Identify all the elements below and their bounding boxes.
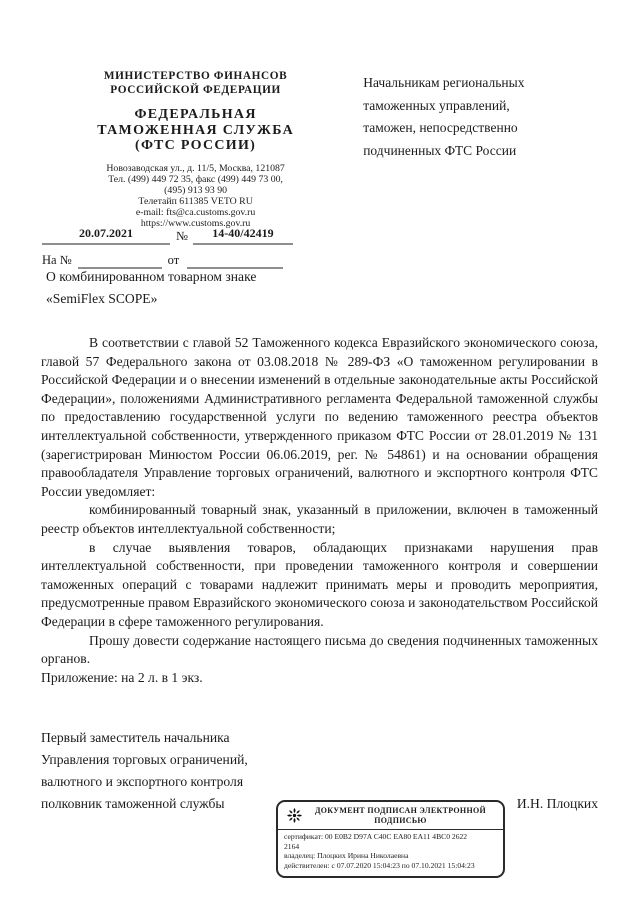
esignature-stamp xyxy=(276,800,505,878)
from-label: от xyxy=(167,253,180,267)
requisites-block xyxy=(42,226,298,269)
body-paragraph: в случае выявления товаров, обладающих признаками нарушения прав интеллектуальной собственности, при проведении таможенного контроля и совершении таможенных операций с товарами надлежит принимать меры и проводить мероприятия, предусмотренные правом Евразийского экономического союза и законодательством Российской Федерации в сфере таможенного регулирования. xyxy=(41,539,598,629)
stamp-validity: действителен: с 07.07.2020 15:04:23 по 07.10.2021 15:04:23 xyxy=(284,860,475,870)
signer-position-line: Управления торговых ограничений, xyxy=(41,752,248,767)
agency-address xyxy=(40,163,351,229)
stamp-divider xyxy=(278,829,503,830)
addressee-line: таможен, непосредственно xyxy=(363,120,518,136)
signer-name: И.Н. Плоцких xyxy=(516,796,598,811)
ministry-name: МИНИСТЕРСТВО ФИНАНСОВ xyxy=(103,70,288,82)
addressee-line: Начальникам региональных xyxy=(363,75,525,90)
stamp-header xyxy=(284,805,496,826)
stamp-certificate: сертификат: 00 E0B2 D97A C40C EA80 EA11 4BC0 2622 2164 xyxy=(284,832,468,851)
stamp-owner: владелец: Плоцких Ирина Николаевна xyxy=(284,851,409,861)
address-street: Новозаводская ул., д. 11/5, Москва, 121087 xyxy=(106,162,285,174)
body-paragraph: комбинированный товарный знак, указанный в приложении, включен в таможенный реестр объектов интеллектуальной собственности; xyxy=(41,502,598,536)
address-email: e-mail: fts@ca.customs.gov.ru xyxy=(135,206,256,218)
stamp-title: ДОКУМЕНТ ПОДПИСАН ЭЛЕКТРОННОЙ ПОДПИСЬЮ xyxy=(314,806,487,825)
addressee-line: подчиненных ФТС России xyxy=(363,142,517,158)
address-teletype: Телетайп 611385 VETO RU xyxy=(138,195,253,207)
date-number-row xyxy=(42,226,298,245)
letter-number: 14-40/42419 xyxy=(193,226,293,245)
body-paragraph: В соответствии с главой 52 Таможенного кодекса Евразийского экономического союза, главой 57 Федерального закона от 03.08.2018 № 289-ФЗ «О таможенном регулировании в Российской Федерации и о внесении изменений в отдельные законодательные акты Российской Федерации», положениями Административного регламента Федеральной таможенной службы по предоставлению государственной услуги по ведению таможенного реестра объектов интеллектуальной собственности, утвержденного приказом ФТС России от 28.01.2019 № 131 (зарегистрирован Минюстом России 06.06.2019, рег. № 54861) и на основании обращения правообладателя Управление торговых ограничений, валютного и экспортного контроля ФТС России уведомляет: xyxy=(41,335,598,499)
address-phone: Тел. (499) 449 72 35, факс (499) 449 73 00, xyxy=(108,173,284,185)
addressee-block xyxy=(351,70,602,229)
address-website: https://www.customs.gov.ru xyxy=(140,217,251,229)
ministry-name: РОССИЙСКОЙ ФЕДЕРАЦИИ xyxy=(110,83,281,96)
letter-date: 20.07.2021 xyxy=(42,226,170,245)
on-number-label: На № xyxy=(42,253,72,267)
agency-name: ФЕДЕРАЛЬНАЯ ТАМОЖЕННАЯ СЛУЖБА (ФТС РОССИИ) xyxy=(97,107,294,153)
fts-emblem-icon xyxy=(284,805,305,826)
letterhead xyxy=(40,70,351,229)
subject-line: «SemiFlex SCOPE» xyxy=(46,291,158,306)
letter-body xyxy=(41,334,598,687)
address-phone2: (495) 913 93 90 xyxy=(164,184,228,196)
signer-position-line: валютного и экспортного контроля xyxy=(41,774,244,789)
signer-position-line: полковник таможенной службы xyxy=(41,796,225,811)
addressee-line: таможенных управлений, xyxy=(363,97,510,113)
letter-header xyxy=(40,70,602,229)
attachment-note: Приложение: на 2 л. в 1 экз. xyxy=(41,669,203,685)
body-paragraph: Прошу довести содержание настоящего письма до сведения подчиненных таможенных органов. xyxy=(41,632,598,667)
signer-position-line: Первый заместитель начальника xyxy=(41,730,230,745)
subject-line: О комбинированном товарном знаке xyxy=(46,269,257,284)
number-sign: № xyxy=(176,229,188,243)
letter-subject xyxy=(46,266,376,310)
